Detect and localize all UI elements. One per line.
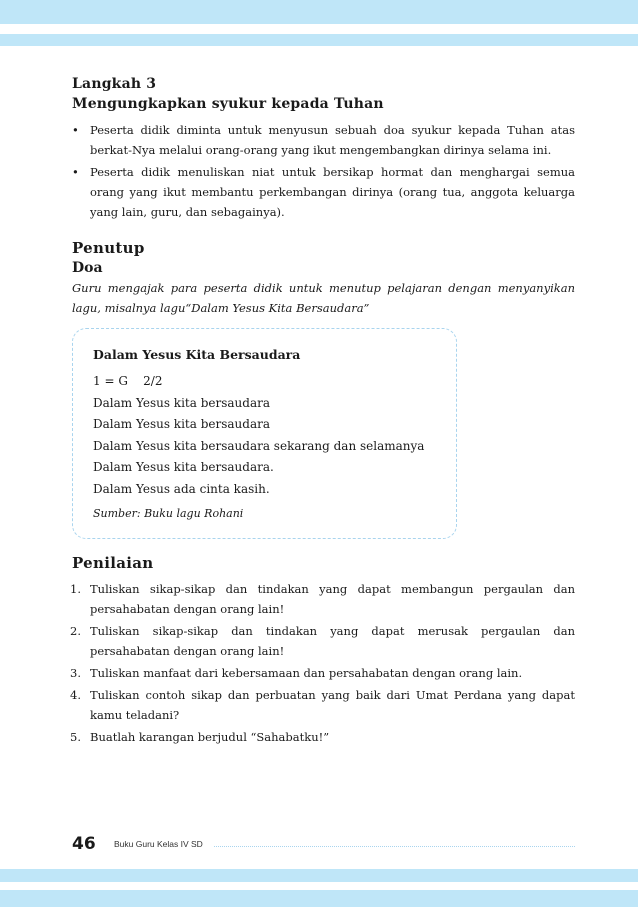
item-text: Buatlah karangan berjudul “Sahabatku!”	[90, 730, 330, 744]
doa-title: Doa	[72, 260, 103, 276]
list-item	[72, 727, 575, 747]
langkah-heading: Langkah 3	[72, 76, 157, 92]
item-text: Tuliskan sikap-sikap dan tindakan yang dapat merusak pergaulan dan persahabatan dengan orang lain!	[90, 624, 575, 658]
item-number: 2.	[70, 624, 81, 638]
langkah-subheading: Mengungkapkan syukur kepada Tuhan	[72, 96, 384, 112]
bullet-text: Peserta didik menuliskan niat untuk bersikap hormat dan menghargai semua orang yang ikut membantu perkembangan dirinya (orang tua, anggota keluarga yang lain, guru, dan sebagainya).	[90, 165, 575, 219]
penilaian-list	[72, 579, 575, 747]
song-line: Dalam Yesus kita bersaudara	[93, 395, 270, 410]
song-line: Dalam Yesus kita bersaudara.	[93, 460, 274, 474]
item-number: 5.	[70, 730, 81, 744]
page-content	[72, 74, 575, 749]
list-item	[72, 663, 575, 683]
top-decorative-stripe	[0, 34, 638, 46]
song-line: Dalam Yesus ada cinta kasih.	[93, 481, 270, 496]
list-item	[72, 621, 575, 661]
song-line: Dalam Yesus kita bersaudara	[93, 417, 270, 431]
item-text: Tuliskan manfaat dari kebersamaan dan persahabatan dengan orang lain.	[90, 666, 523, 680]
song-line: Dalam Yesus kita bersaudara sekarang dan selamanya	[93, 438, 425, 453]
bullet-text: Peserta didik diminta untuk menyusun sebuah doa syukur kepada Tuhan atas berkat-Nya melalui orang-orang yang ikut mengembangkan dirinya selama ini.	[90, 123, 575, 157]
song-box	[72, 328, 457, 539]
item-text: Tuliskan sikap-sikap dan tindakan yang dapat membangun pergaulan dan persahabatan dengan orang lain!	[90, 582, 575, 616]
list-item	[72, 162, 575, 222]
book-title: Buku Guru Kelas IV SD	[114, 839, 203, 849]
penilaian-heading: Penilaian	[72, 554, 154, 572]
item-text: Tuliskan contoh sikap dan perbuatan yang baik dari Umat Perdana yang dapat kamu teladani?	[90, 688, 575, 722]
item-number: 3.	[70, 666, 81, 680]
bullet-icon: •	[72, 123, 79, 137]
top-decorative-band	[0, 0, 638, 24]
list-item	[72, 685, 575, 725]
langkah-bullet-list	[72, 120, 575, 222]
penutup-heading: Penutup	[72, 239, 145, 257]
page-number: 46	[72, 834, 96, 854]
bullet-icon: •	[72, 165, 79, 179]
footer-divider	[214, 846, 575, 847]
song-line: 1 = G 2/2	[93, 374, 163, 388]
song-source: Sumber: Buku lagu Rohani	[93, 507, 244, 520]
list-item	[72, 579, 575, 619]
list-item	[72, 120, 575, 160]
page-footer	[72, 834, 575, 856]
item-number: 4.	[70, 688, 81, 702]
song-title: Dalam Yesus Kita Bersaudara	[93, 347, 301, 362]
item-number: 1.	[70, 582, 81, 596]
penutup-instruction: Guru mengajak para peserta didik untuk menutup pelajaran dengan menyanyikan lagu, misalnya lagu“Dalam Yesus Kita Bersaudara”	[72, 281, 575, 315]
bottom-decorative-band	[0, 890, 638, 907]
bottom-decorative-stripe	[0, 869, 638, 882]
